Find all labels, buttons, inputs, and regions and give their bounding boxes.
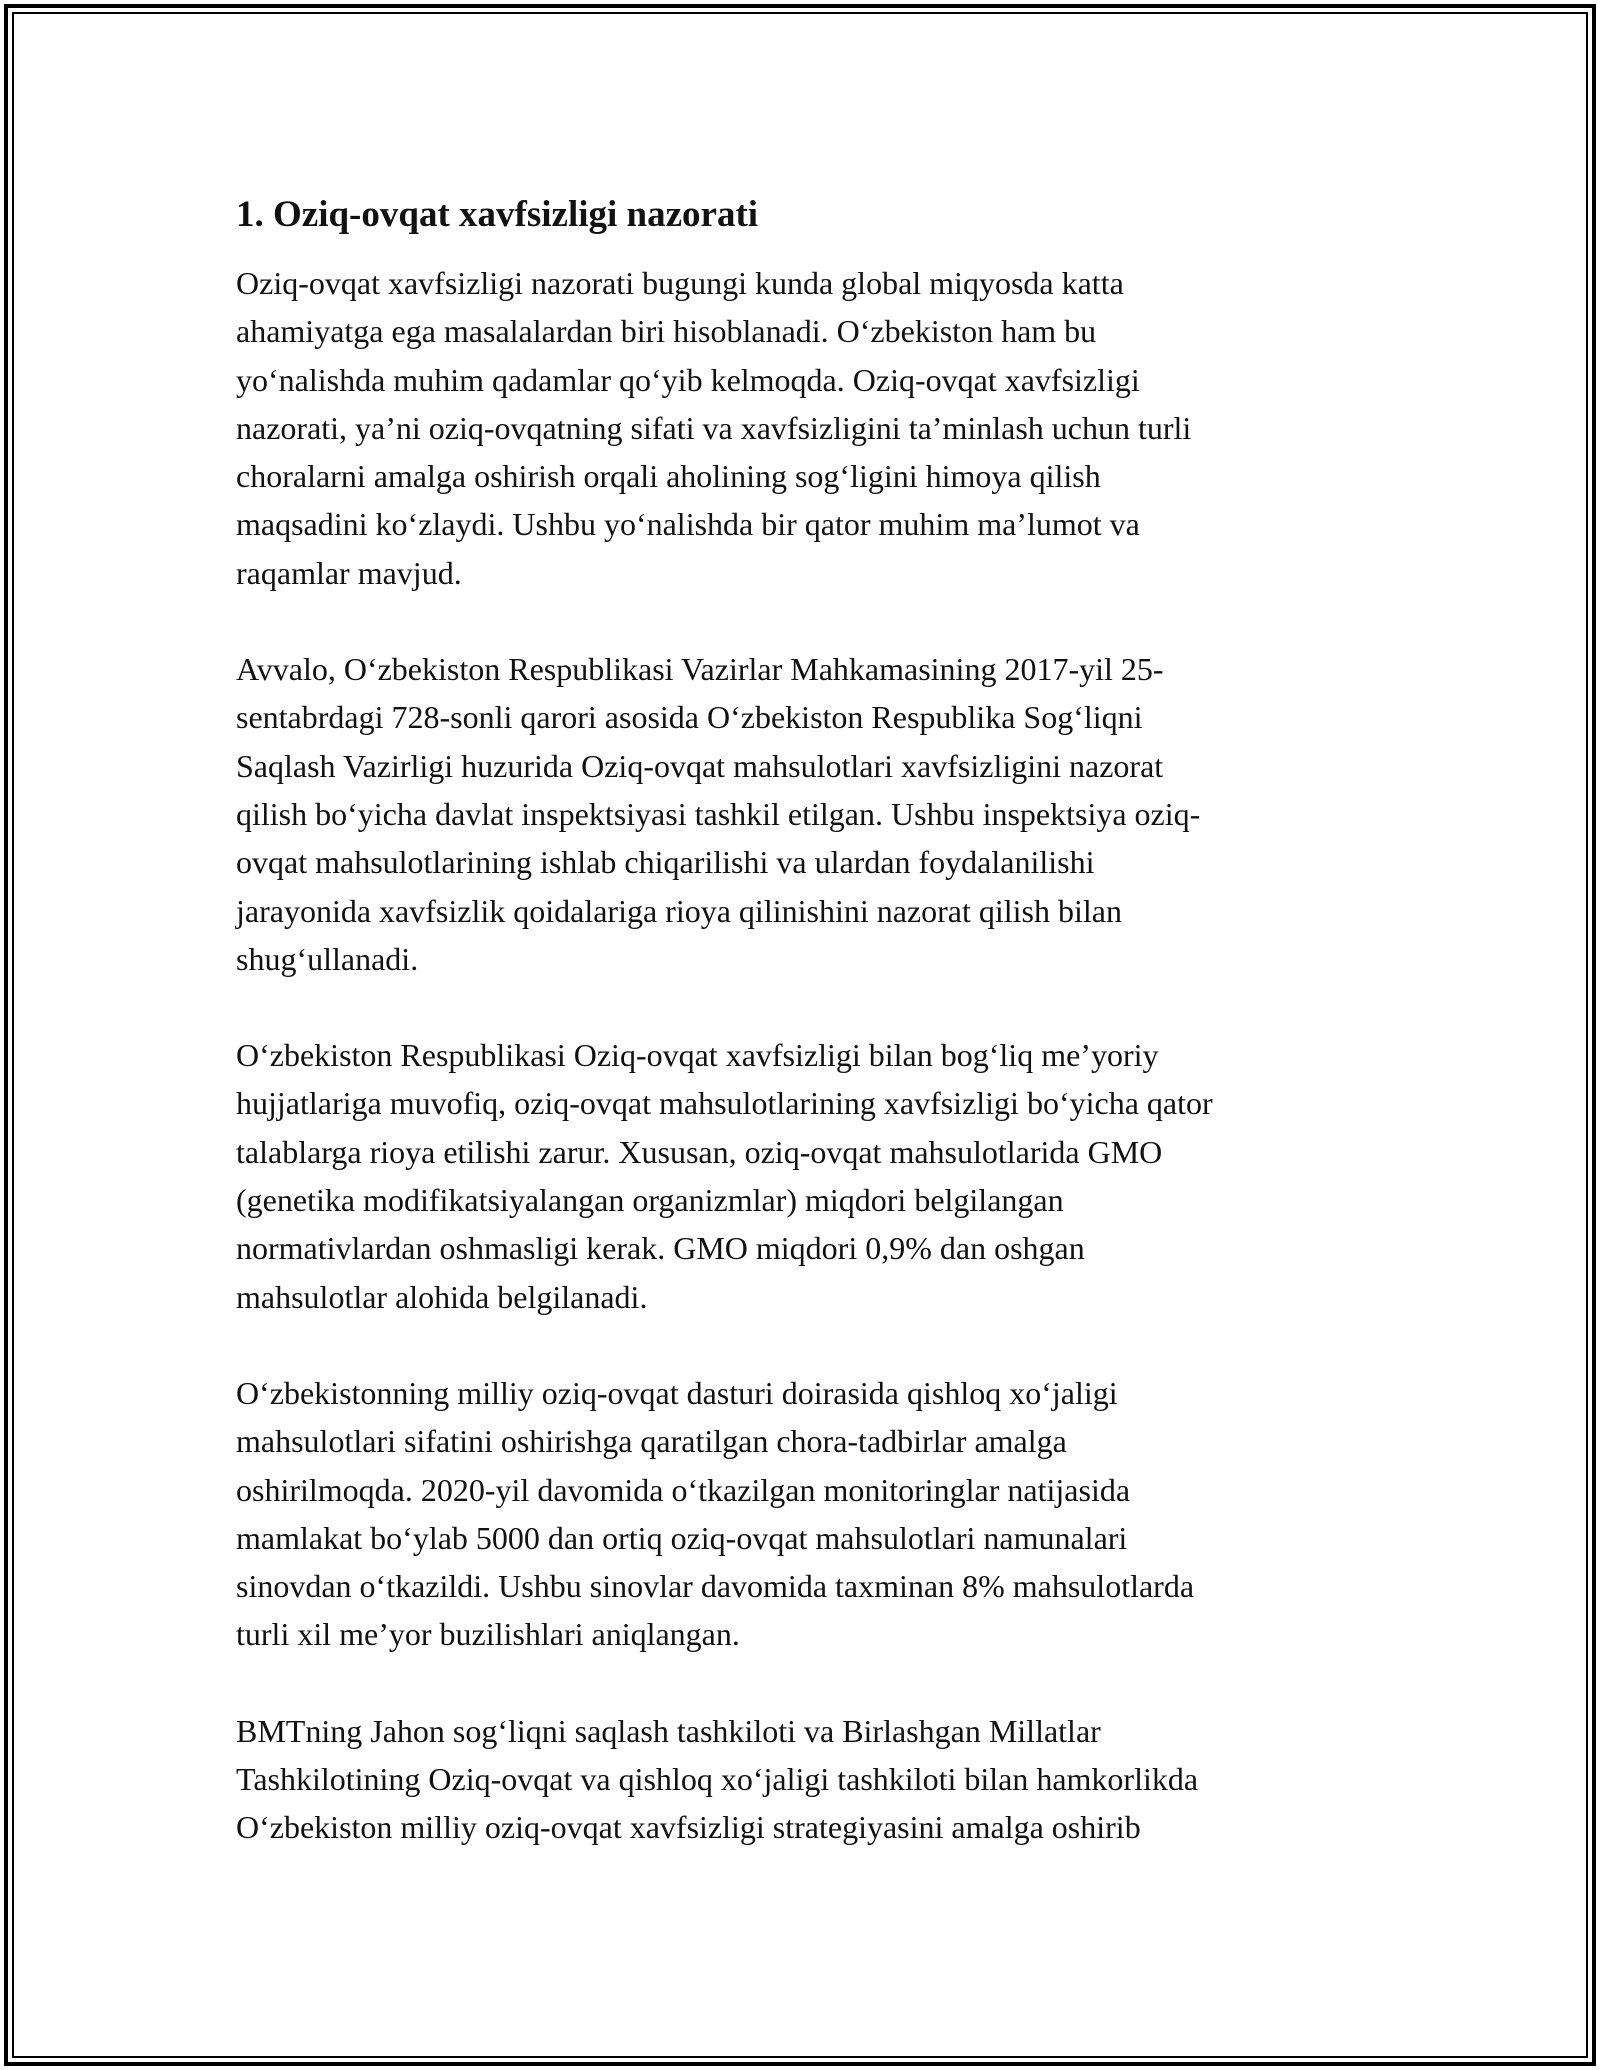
- document-body: [236, 189, 1364, 1900]
- paragraph-3: O‘zbekiston Respublikasi Oziq-ovqat xavfsizligi bilan bog‘liq me’yoriy hujjatlariga muvofiq, oziq-ovqat mahsulotlarining xavfsizligi bo‘yicha qator talablarga rioya etilishi zarur. Xususan, oziq-ovqat mahsulotlarida GMO (genetika modifikatsiyalangan organizmlar) miqdori belgilangan normativlardan oshmasligi kerak. GMO miqdori 0,9% dan oshgan mahsulotlar alohida belgilanadi.: [236, 1037, 1213, 1315]
- paragraph-4: O‘zbekistonning milliy oziq-ovqat dasturi doirasida qishloq xo‘jaligi mahsulotlari sifatini oshirishga qaratilgan chora-tadbirlar amalga oshirilmoqda. 2020-yil davomida o‘tkazilgan monitoringlar natijasida mamlakat bo‘ylab 5000 dan ortiq oziq-ovqat mahsulotlari namunalari sinovdan o‘tkazildi. Ushbu sinovlar davomida taxminan 8% mahsulotlarda turli xil me’yor buzilishlari aniqlangan.: [236, 1374, 1195, 1653]
- section-heading: 1. Oziq-ovqat xavfsizligi nazorati: [236, 194, 759, 235]
- paragraph-2: Avvalo, O‘zbekiston Respublikasi Vazirlar Mahkamasining 2017-yil 25- sentabrdagi 728-sonli qarori asosida O‘zbekiston Respublika Sog‘liqni Saqlash Vazirligi huzurida Oziq-ovqat mahsulotlari xavfsizligini nazorat qilish bo‘yicha davlat inspektsiyasi tashkil etilgan. Ushbu inspektsiya oziq- ovqat mahsulotlarining ishlab chiqarilishi va ulardan foydalanilishi jarayonida xavfsizlik qoidalariga rioya qilinishini nazorat qilish bilan shug‘ullanadi.: [236, 651, 1201, 977]
- paragraph-1: Oziq-ovqat xavfsizligi nazorati bugungi kunda global miqyosda katta ahamiyatga ega masalalardan biri hisoblanadi. O‘zbekiston ham bu yo‘nalishda muhim qadamlar qo‘yib kelmoqda. Oziq-ovqat xavfsizligi nazorati, ya’ni oziq-ovqatning sifati va xavfsizligini ta’minlash uchun turli choralarni amalga oshirish orqali aholining sog‘ligini himoya qilish maqsadini ko‘zlaydi. Ushbu yo‘nalishda bir qator muhim ma’lumot va raqamlar mavjud.: [236, 265, 1192, 591]
- paragraph-5: BMTning Jahon sog‘liqni saqlash tashkiloti va Birlashgan Millatlar Tashkilotining Oziq-ovqat va qishloq xo‘jaligi tashkiloti bilan hamkorlikda O‘zbekiston milliy oziq-ovqat xavfsizligi strategiyasini amalga oshirib: [236, 1712, 1199, 1846]
